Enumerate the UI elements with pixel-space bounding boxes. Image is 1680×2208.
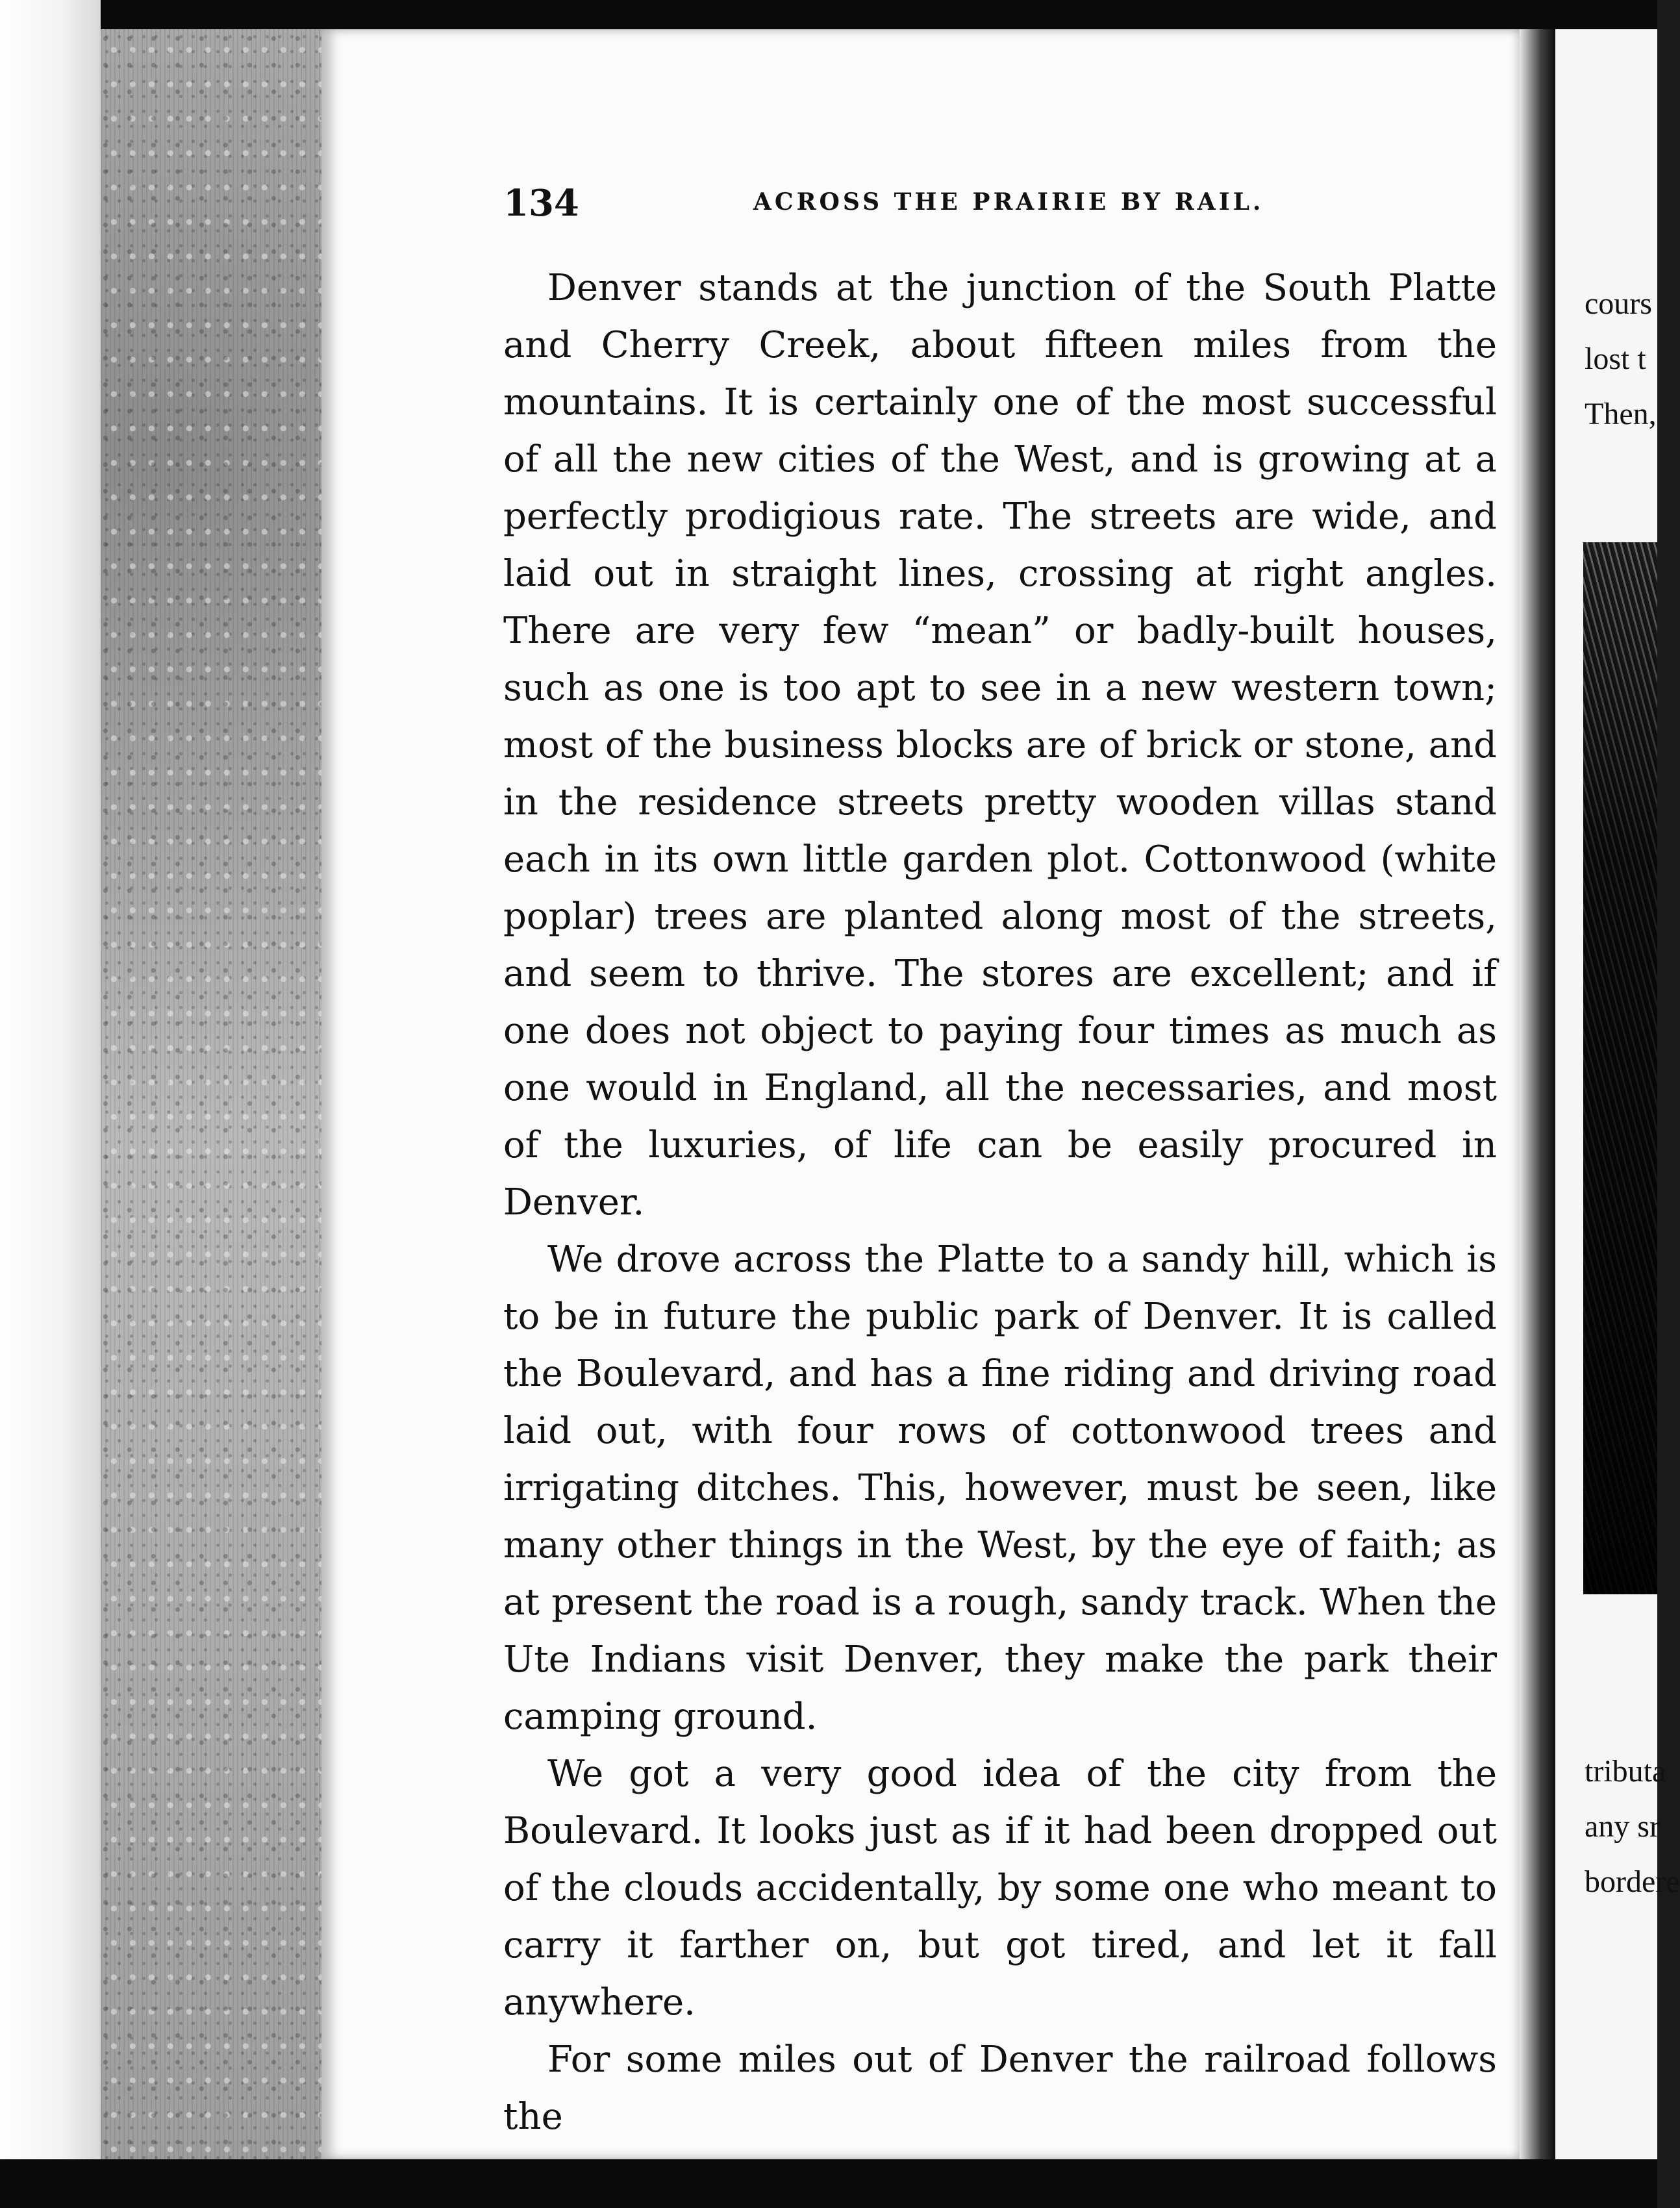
facing-page-text: any sr: [1585, 1809, 1660, 1844]
scan-bottom-border: [0, 2159, 1657, 2208]
paragraph: We drove across the Platte to a sandy hill, which is to be in future the public park of Denver. It is called the Boulevard, and has a fine riding and driving road laid out, with four rows of cottonwood trees and irrigating ditches. This, however, must be seen, like many other things in the West, by the eye of faith; as at present the road is a rough, sandy track. When the Ute Indians visit Denver, they make the park their camping ground.: [503, 1238, 1497, 1738]
facing-page-text: cours: [1585, 286, 1652, 321]
paragraph: For some miles out of Denver the railroad follows the: [503, 2039, 1497, 2138]
facing-page-text: Then,: [1585, 397, 1657, 431]
paragraph: Denver stands at the junction of the South Platte and Cherry Creek, about fifteen miles from the mountains. It is certainly one of the most successful of all the new cities of the West, and is growing at a perfectly prodigious rate. The streets are wide, and laid out in straight lines, crossing at right angles. There are very few “mean” or badly-built houses, such as one is too apt to see in a new western town; most of the business blocks are of brick or stone, and in the residence streets pretty wooden villas stand each in its own little garden plot. Cottonwood (white poplar) trees are planted along most of the streets, and seem to thrive. The stores are excellent; and if one does not object to paying four times as much as one would in England, all the necessaries, and most of the luxuries, of life can be easily procured in Denver.: [503, 267, 1497, 1223]
body-text: [503, 260, 1497, 2146]
book-page-edges: [101, 29, 321, 2159]
facing-page-text: lost t: [1585, 342, 1646, 376]
paragraph: We got a very good idea of the city from the Boulevard. It looks just as if it had been dropped out of the clouds accidentally, by some one who meant to carry it farther on, but got tired, and let it fall anywhere.: [503, 1753, 1497, 2024]
facing-page-text: bordere: [1585, 1864, 1680, 1899]
running-head: ACROSS THE PRAIRIE BY RAIL.: [753, 188, 1264, 216]
facing-page-text: tributa: [1585, 1754, 1666, 1788]
scan-top-border: [0, 0, 1657, 29]
scan-left-margin: [0, 0, 101, 2208]
page-number: 134: [503, 182, 579, 225]
facing-page-illustration: [1583, 542, 1657, 1594]
